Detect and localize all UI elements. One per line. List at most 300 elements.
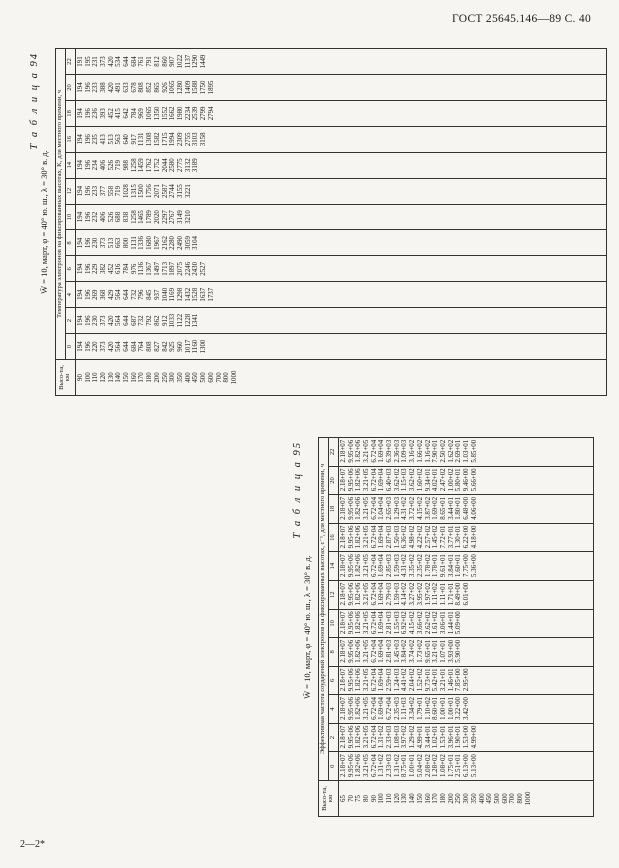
height-value: 250	[455, 793, 463, 804]
table-cell: 196	[84, 341, 92, 352]
table-cell: 1.28+02	[432, 754, 440, 777]
table-cell: 9.95+06	[347, 439, 355, 463]
table-cell: 2.50+02	[439, 439, 447, 463]
table-cell: 1.90+01	[455, 725, 463, 749]
table-cell: 3.21+05	[362, 668, 370, 692]
table-cell: 1.82+06	[355, 496, 363, 520]
table-cell: 1980	[176, 106, 184, 121]
group-header: Температура электронов на фиксированных высотах, K, для местного времени, ч	[56, 49, 66, 360]
table-cell: 1.53+01	[439, 725, 447, 749]
table-cell: 2234	[184, 106, 192, 121]
table-cell: 191	[76, 56, 84, 67]
table-cell: 4.22+02	[416, 525, 424, 549]
table-cell: 2.04+02	[409, 668, 417, 692]
table-cell: 4.14+02	[401, 582, 409, 606]
table-cell: 2539	[192, 106, 200, 121]
height-value: 600	[207, 372, 215, 383]
table-cell: 3.21+01	[439, 668, 447, 692]
table-cell: 8.60+01	[432, 697, 440, 720]
table-cell: 534	[115, 56, 123, 67]
table-cell: 2297	[161, 210, 169, 224]
table-cell: 1.53+00	[463, 725, 471, 749]
table-cell: 231	[92, 56, 100, 67]
table-cell: 2744	[169, 184, 177, 198]
table-cell: 1136	[138, 262, 146, 276]
table-cell: 196	[84, 82, 92, 93]
table-cell: 764	[138, 341, 146, 352]
table-cell: 1432	[184, 287, 192, 302]
height-value: 110	[92, 372, 100, 383]
height-column	[338, 781, 593, 817]
table-cell: 9.95+06	[347, 668, 355, 692]
table-cell: 976	[130, 263, 138, 274]
table-cell: 1.07+01	[439, 639, 447, 663]
time-header: 14	[328, 552, 338, 581]
table-cell: 6.13+00	[463, 754, 471, 777]
table-cell: 2280	[169, 236, 177, 250]
table-95-caption: W̄ = 10, март, φ = 40° ю. ш., λ = 30° в. д.	[302, 555, 312, 699]
table-cell: 1.62+02	[447, 439, 455, 463]
table-cell: 791	[146, 56, 154, 67]
table-cell: 2.33+03	[386, 725, 394, 749]
height-value: 150	[123, 372, 131, 383]
table-cell: 2044	[161, 158, 169, 173]
table-cell: 2794	[207, 106, 215, 121]
table-cell: 2246	[184, 261, 192, 276]
table-cell: 644	[123, 56, 131, 67]
table-cell: 2162	[161, 236, 169, 250]
table-cell: 988	[123, 160, 131, 171]
table-cell: 3149	[176, 210, 184, 224]
table-cell: 5.36+00	[470, 554, 478, 577]
table-cell: 792	[146, 315, 154, 326]
table-cell: 230	[92, 315, 100, 326]
data-column	[75, 152, 606, 178]
table-cell: 1409	[184, 80, 192, 95]
table-cell: 2.18+07	[339, 668, 347, 692]
table-cell: 732	[138, 315, 146, 326]
table-cell: 761	[138, 56, 146, 67]
height-value: 250	[161, 372, 169, 383]
table-cell: 1637	[200, 287, 208, 302]
height-value: 600	[501, 793, 509, 804]
table-cell: 3.97+02	[401, 725, 409, 749]
table-cell: 4.15+02	[409, 611, 417, 635]
table-cell: 1.82+06	[355, 639, 363, 663]
table-cell: 1.00+01	[447, 697, 455, 720]
table-cell: 1.31+02	[378, 754, 386, 777]
time-header: 12	[328, 580, 338, 609]
table-cell: 194	[76, 134, 84, 145]
table-cell: 368	[99, 289, 107, 300]
table-cell: 3.21+05	[362, 639, 370, 663]
table-cell: 3.35+02	[409, 554, 417, 577]
table-cell: 3.21+05	[362, 468, 370, 492]
height-value: 1000	[524, 791, 532, 806]
table-cell: 1131	[138, 132, 146, 147]
data-column	[75, 100, 606, 126]
height-value: 180	[146, 372, 154, 383]
table-cell: 1.69+04	[378, 697, 386, 720]
table-cell: 1.55+03	[393, 611, 401, 635]
table-cell: 2.65+03	[386, 496, 394, 520]
table-cell: 6.72+04	[386, 697, 394, 720]
table-cell: 6.72+04	[370, 668, 378, 692]
table-cell: 1.82+06	[355, 554, 363, 577]
data-column	[338, 466, 593, 495]
time-header: 0	[328, 752, 338, 781]
table-cell: 220	[92, 341, 100, 352]
table-cell: 1.82+06	[355, 697, 363, 720]
table-cell: 526	[107, 211, 115, 223]
table-cell: 9.95+06	[347, 754, 355, 777]
table-cell: 406	[99, 211, 107, 223]
table-cell: 196	[84, 134, 92, 145]
table-cell: 420	[107, 341, 115, 352]
height-value: 350	[470, 793, 478, 804]
table-cell: 1737	[207, 287, 215, 302]
table-cell: 1160	[192, 339, 200, 354]
table-cell: 1.02+01	[432, 725, 440, 749]
table-cell: 862	[153, 315, 161, 326]
table-cell: 633	[123, 82, 131, 93]
table-94-caption: W̄ = 10, март, φ = 40° ю. ш., λ = 30° в. д.	[39, 150, 49, 294]
table-cell: 2.18+07	[339, 554, 347, 577]
table-cell: 784	[123, 263, 131, 274]
table-cell: 960	[176, 341, 184, 352]
table-cell: 1.60+01	[455, 554, 463, 577]
height-value: 160	[130, 372, 138, 383]
time-header: 2	[328, 723, 338, 752]
table-cell: 3.21+05	[362, 754, 370, 777]
table-cell: 2.33+03	[386, 754, 394, 777]
table-cell: 6.72+04	[370, 725, 378, 749]
table-cell: 8.49+00	[455, 582, 463, 606]
table-cell: 5.13+00	[470, 754, 478, 777]
table-cell: 1459	[138, 158, 146, 173]
data-column	[75, 334, 606, 360]
table-cell: 1.04+04	[378, 496, 386, 520]
table-cell: 1.69+04	[378, 668, 386, 692]
table-cell: 808	[138, 82, 146, 93]
time-header: 6	[328, 666, 338, 695]
table-cell: 1.66+02	[416, 439, 424, 463]
table-cell: 1.11+02	[432, 582, 440, 606]
table-cell: 2.18+07	[339, 639, 347, 663]
table-cell: 644	[123, 315, 131, 326]
table-cell: 719	[115, 160, 123, 171]
table-cell: 194	[76, 237, 84, 249]
time-header: 6	[65, 256, 75, 282]
time-header: 12	[65, 178, 75, 204]
table-cell: 3210	[184, 210, 192, 224]
table-cell: 3.34+02	[409, 697, 417, 720]
table-cell: 413	[99, 134, 107, 145]
table-cell: 234	[92, 160, 100, 171]
height-value: 65	[339, 795, 347, 802]
table-cell: 3.21+05	[362, 554, 370, 577]
table-cell: 2587	[161, 184, 169, 198]
table-cell: 1169	[169, 287, 177, 302]
table-cell: 642	[123, 108, 131, 119]
table-cell: 3.62+02	[409, 468, 417, 492]
table-cell: 2.36+03	[393, 439, 401, 463]
table-cell: 3221	[184, 184, 192, 198]
height-value: 800	[517, 793, 525, 804]
table-cell: 4.02+01	[432, 468, 440, 492]
table-cell: 9.61+01	[439, 554, 447, 577]
table-cell: 8.65+01	[439, 496, 447, 520]
table-cell: 925	[169, 341, 177, 352]
table-cell: 388	[99, 82, 107, 93]
table-cell: 2.59+03	[386, 668, 394, 692]
table-cell: 1.16+02	[424, 439, 432, 463]
table-cell: 1715	[161, 132, 169, 147]
table-cell: 564	[115, 341, 123, 352]
table-cell: 230	[92, 237, 100, 249]
table-cell: 907	[169, 56, 177, 67]
table-cell: 1789	[146, 210, 154, 224]
table-cell: 2.81+03	[386, 611, 394, 635]
time-header: 22	[328, 438, 338, 467]
table-cell: 1315	[130, 184, 138, 198]
height-value: 130	[107, 372, 115, 383]
table-cell: 1752	[153, 158, 161, 173]
time-header: 14	[65, 152, 75, 178]
table-cell: 7.85+00	[455, 668, 463, 692]
table-cell: 2580	[169, 158, 177, 173]
table-cell: 6.72+04	[370, 639, 378, 663]
table-cell: 1298	[176, 287, 184, 302]
table-cell: 852	[146, 82, 154, 93]
table-cell: 7.72+01	[439, 525, 447, 549]
table-cell: 6.72+04	[370, 697, 378, 720]
table-cell: 1.73+02	[416, 639, 424, 663]
table-cell: 3189	[192, 158, 200, 173]
table-cell: 194	[76, 185, 84, 197]
table-cell: 1.08+02	[439, 754, 447, 777]
table-cell: 3.42+00	[463, 697, 471, 720]
table-cell: 4.31+02	[401, 554, 409, 577]
table-cell: 6.72+04	[370, 496, 378, 520]
data-column	[338, 638, 593, 667]
time-header: 22	[65, 49, 75, 75]
data-column	[75, 126, 606, 152]
table-cell: 1.69+02	[432, 496, 440, 520]
table-cell: 8.75+01	[401, 754, 409, 777]
table-cell: 196	[84, 289, 92, 300]
table-cell: 1.31+02	[393, 754, 401, 777]
table-cell: 1.29+03	[393, 496, 401, 520]
table-cell: 1.82+06	[355, 468, 363, 492]
table-cell: 3155	[176, 184, 184, 198]
table-cell: 4.41+02	[401, 668, 409, 692]
table-cell: 865	[153, 82, 161, 93]
table-cell: 1.69+04	[378, 639, 386, 663]
table-cell: 845	[146, 289, 154, 300]
height-value: 90	[76, 374, 84, 381]
table-cell: 2.18+07	[339, 582, 347, 606]
table-95-title: Т а б л и ц а 95	[292, 441, 303, 539]
table-cell: 1588	[192, 80, 200, 95]
height-value: 80	[362, 795, 370, 802]
data-column	[338, 552, 593, 581]
table-cell: 1.82+06	[355, 725, 363, 749]
table-cell: 1.69+04	[378, 554, 386, 577]
table-cell: 3.21+05	[362, 611, 370, 635]
height-value: 700	[215, 372, 223, 383]
table-cell: 2.18+07	[339, 697, 347, 720]
height-value: 120	[99, 372, 107, 383]
table-cell: 9.95+06	[347, 725, 355, 749]
table-cell: 1033	[169, 313, 177, 328]
table-cell: 1.80+01	[455, 496, 463, 520]
table-cell: 616	[115, 263, 123, 274]
table-cell: 2.51+01	[455, 754, 463, 777]
table-cell: 2071	[153, 184, 161, 198]
table-cell: 1.15+03	[401, 468, 409, 492]
table-cell: 420	[107, 315, 115, 326]
table-cell: 1756	[146, 184, 154, 198]
table-cell: 513	[107, 134, 115, 145]
data-column	[338, 609, 593, 638]
height-value: 300	[169, 372, 177, 383]
table-cell: 373	[99, 315, 107, 326]
table-cell: 1552	[161, 106, 169, 121]
table-cell: 732	[130, 289, 138, 300]
table-cell: 2.18+07	[339, 611, 347, 635]
data-column	[75, 75, 606, 101]
table-cell: 3104	[192, 236, 200, 250]
table-cell: 1895	[207, 80, 215, 95]
table-cell: 6.22+00	[463, 525, 471, 549]
time-header: 8	[328, 638, 338, 667]
table-cell: 3059	[184, 236, 192, 250]
table-cell: 564	[115, 289, 123, 300]
table-cell: 1065	[169, 80, 177, 95]
table-cell: 3.84+02	[401, 639, 409, 663]
table-cell: 6.48+00	[463, 496, 471, 520]
table-cell: 9.95+06	[347, 639, 355, 663]
table-cell: 1967	[153, 236, 161, 250]
table-cell: 3.27+02	[409, 582, 417, 606]
height-value: 75	[355, 795, 363, 802]
table-cell: 1.10+02	[424, 697, 432, 720]
table-cell: 1028	[123, 184, 131, 198]
table-cell: 1.11+03	[401, 697, 409, 720]
table-cell: 4.31+02	[401, 496, 409, 520]
height-value: 800	[223, 372, 231, 383]
table-cell: 1.45+02	[432, 525, 440, 549]
table-cell: 9.34+01	[424, 468, 432, 492]
data-column	[75, 282, 606, 308]
table-cell: 2.18+07	[339, 725, 347, 749]
height-value: 100	[84, 372, 92, 383]
height-value: 1000	[230, 370, 238, 385]
table-cell: 6.40+03	[386, 468, 394, 492]
table-cell: 3.44+01	[424, 725, 432, 749]
data-column	[338, 666, 593, 695]
table-cell: 6.72+04	[370, 754, 378, 777]
table-cell: 2.35+03	[393, 697, 401, 720]
table-cell: 1.82+06	[355, 525, 363, 549]
height-header: Высо-та, км	[56, 360, 76, 396]
table-cell: 373	[99, 341, 107, 352]
table-cell: 2430	[192, 261, 200, 276]
height-value: 500	[200, 372, 208, 383]
table-cell: 800	[123, 237, 131, 249]
table-cell: 558	[107, 185, 115, 197]
time-header: 8	[65, 230, 75, 256]
height-value: 140	[409, 793, 417, 804]
table-cell: 937	[153, 289, 161, 300]
table-cell: 6.01+00	[463, 582, 471, 606]
height-value: 170	[138, 372, 146, 383]
data-column	[75, 308, 606, 334]
table-cell: 2.87+03	[386, 525, 394, 549]
table-cell: 1.82+06	[355, 754, 363, 777]
table-cell: 2.81+03	[386, 639, 394, 663]
table-cell: 1.50+03	[393, 525, 401, 549]
table-cell: 6.39+03	[386, 439, 394, 463]
time-header: 18	[328, 495, 338, 524]
page-footer-mark: 2—2*	[20, 839, 45, 850]
table-cell: 6.72+04	[370, 468, 378, 492]
data-column	[75, 204, 606, 230]
data-column	[338, 438, 593, 467]
table-cell: 1762	[146, 158, 154, 173]
table-cell: 2075	[176, 261, 184, 276]
table-cell: 196	[84, 108, 92, 119]
table-cell: 4.15+02	[416, 496, 424, 520]
page-header: ГОСТ 25645.146—89 С. 40	[452, 13, 591, 25]
table-cell: 1.11+01	[439, 582, 447, 606]
table-cell: 1449	[200, 54, 208, 69]
table-cell: 3.62+02	[393, 468, 401, 492]
table-cell: 9.95+06	[347, 554, 355, 577]
table-cell: 9.95+06	[347, 525, 355, 549]
group-header: Эффективная частота соударений электронов на фиксированных высотах, с⁻¹, для местного времени, ч	[319, 438, 329, 781]
table-cell: 2.08+02	[424, 754, 432, 777]
table-cell: 1.46+01	[447, 668, 455, 692]
table-cell: 3.21+05	[362, 725, 370, 749]
table-cell: 3.22+00	[455, 697, 463, 720]
height-value: 500	[493, 793, 501, 804]
height-value: 700	[509, 793, 517, 804]
table-cell: 9.73+01	[424, 668, 432, 692]
table-cell: 3.96+01	[447, 725, 455, 749]
table-cell: 1.29+02	[409, 725, 417, 749]
table-cell: 6.72+04	[370, 525, 378, 549]
time-header: 2	[65, 308, 75, 334]
table-cell: 1.78+01	[432, 554, 440, 577]
table-cell: 420	[107, 82, 115, 93]
table-cell: 912	[161, 315, 169, 326]
table-cell: 9.95+06	[347, 468, 355, 492]
table-cell: 4.99+01	[416, 725, 424, 749]
table-cell: 5.66+00	[470, 468, 478, 492]
height-value: 450	[192, 372, 200, 383]
table-cell: 1040	[161, 287, 169, 302]
table-cell: 196	[84, 263, 92, 274]
table-cell: 5.04+02	[416, 754, 424, 777]
table-cell: 684	[130, 56, 138, 67]
table-cell: 663	[115, 237, 123, 249]
table-cell: 1131	[130, 236, 138, 250]
table-cell: 2.18+07	[339, 468, 347, 492]
table-cell: 196	[84, 237, 92, 249]
table-cell: 3.93+00	[447, 639, 455, 663]
